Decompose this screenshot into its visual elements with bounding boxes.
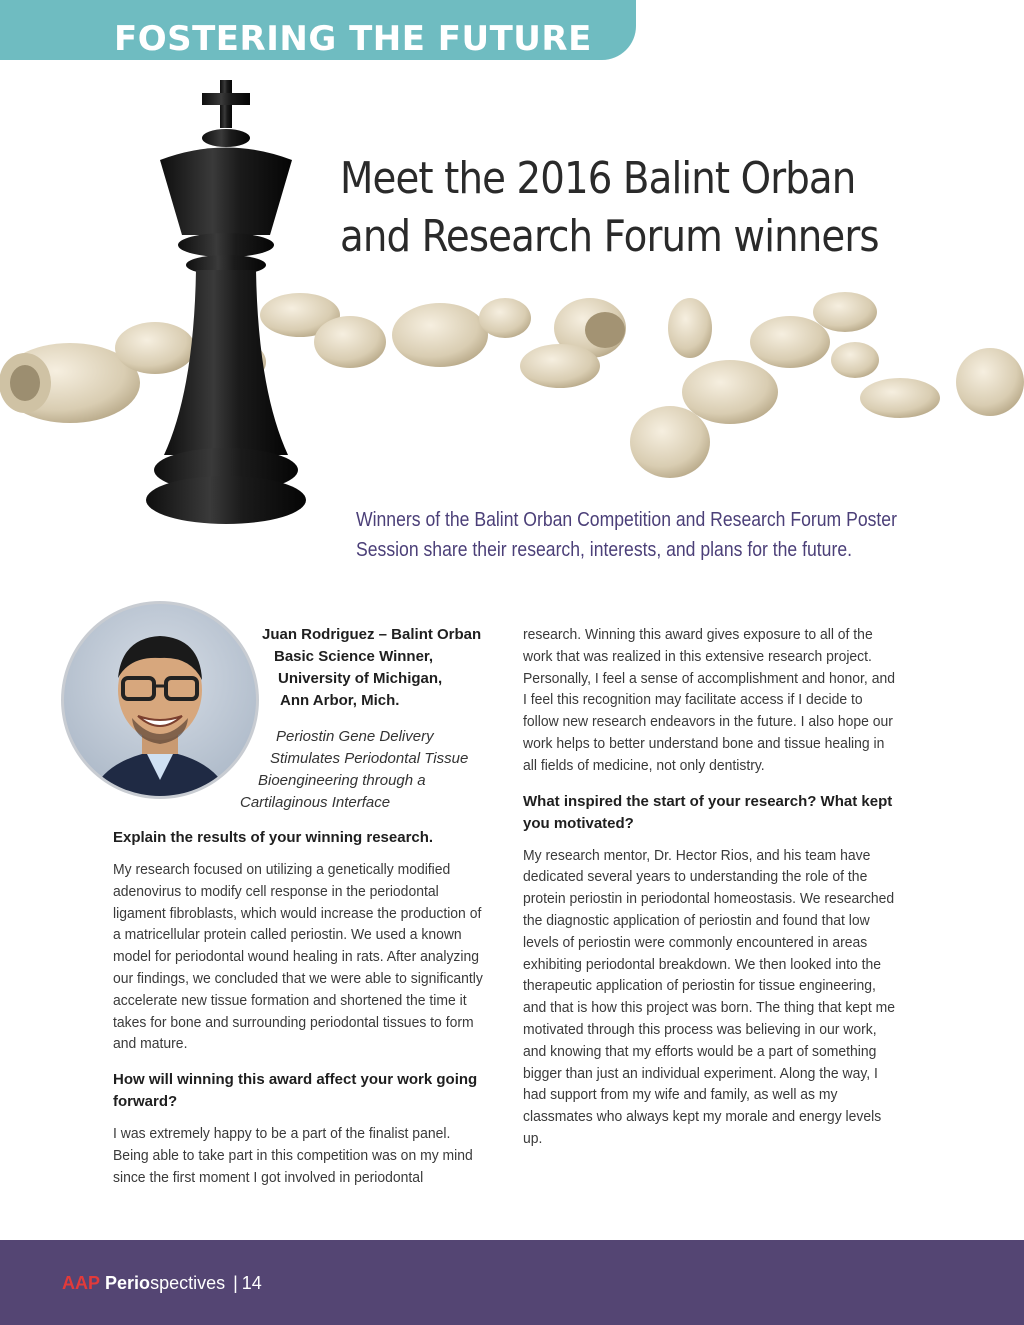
- question-2: How will winning this award affect your work going forward?: [113, 1071, 478, 1111]
- question-3: What inspired the start of your research? What kept you motivated?: [523, 792, 893, 832]
- question-1: Explain the results of your winning research.: [113, 829, 434, 846]
- byline-line-2: Basic Science Winner,: [274, 648, 434, 665]
- deck-line-1: Winners of the Balint Orban Competition and Research Forum Poster: [356, 509, 897, 531]
- byline-line-4: Ann Arbor, Mich.: [280, 692, 400, 709]
- page-separator: |: [233, 1273, 238, 1293]
- answer-1: My research focused on utilizing a genetically modified adenovirus to modify cell response in the periodontal ligament fibroblasts, which would increase the production of a matricellular protein called periostin. We used a known model for periodontal wound healing in rats. After analyzing our findings, we concluded that we were able to significantly accelerate new tissue formation and shortened the time it takes for bone and surrounding periodontal tissues to form and mature.: [113, 861, 483, 1053]
- research-title-line-4: Cartilaginous Interface: [240, 794, 391, 811]
- research-title: [238, 726, 488, 814]
- headline-line-2: and Research Forum winners: [340, 211, 879, 262]
- brand-perio: Perio: [105, 1273, 151, 1293]
- brand-spectives: spectives: [150, 1273, 226, 1293]
- fallen-pawns: [0, 292, 1024, 478]
- answer-2-part-2: research. Winning this award gives exposure to all of the work that was realized in this extensive research project. Personally, I feel a sense of accomplishment and honor, and I feel this recognition may facilitate access if I decide to follow new research endeavors in the future. I also hope our work helps to better understand bone and tissue healing in all fields of medicine, not only dentistry.: [523, 626, 895, 774]
- article-column-left: [113, 827, 488, 1203]
- deck-line-2: Session share their research, interests, and plans for the future.: [356, 539, 853, 561]
- byline-line-3: University of Michigan,: [278, 670, 443, 687]
- deck-intro: [356, 505, 928, 565]
- brand-aap: AAP: [62, 1273, 101, 1293]
- research-title-line-3: Bioengineering through a: [258, 772, 426, 789]
- answer-3: My research mentor, Dr. Hector Rios, and his team have dedicated several years to understanding the role of the protein periostin in periodontal homeostasis. We researched the diagnostic application of periostin and found that low levels of periostin were commonly encountered in areas exhibiting periodontal breakdown. We then looked into the therapeutic application of periostin for tissue engineering, and that is how this project was born. The thing that kept me motivated through this process was believing in our work, and knowing that my efforts would be a part of something bigger than just an individual experiment. Along the way, I had support from my wife and family, as well as my classmates who always kept my morale and energy levels up.: [523, 846, 895, 1147]
- section-title: FOSTERING THE FUTURE: [114, 19, 592, 59]
- research-title-line-2: Stimulates Periodontal Tissue: [270, 750, 469, 767]
- headline-line-1: Meet the 2016 Balint Orban: [340, 153, 856, 204]
- article-column-right: [523, 624, 898, 1164]
- byline-line-1: Juan Rodriguez – Balint Orban: [262, 626, 482, 643]
- winner-portrait: [60, 600, 260, 800]
- winner-byline: [250, 624, 510, 712]
- page-number: 14: [241, 1273, 262, 1293]
- footer-brand: [62, 1273, 262, 1294]
- hero-chess-illustration: [0, 60, 1024, 560]
- research-title-line-1: Periostin Gene Delivery: [276, 728, 434, 745]
- headline: [340, 150, 921, 266]
- answer-2-part-1: I was extremely happy to be a part of the finalist panel. Being able to take part in this competition was on my mind since the first moment I got involved in periodontal: [113, 1125, 473, 1186]
